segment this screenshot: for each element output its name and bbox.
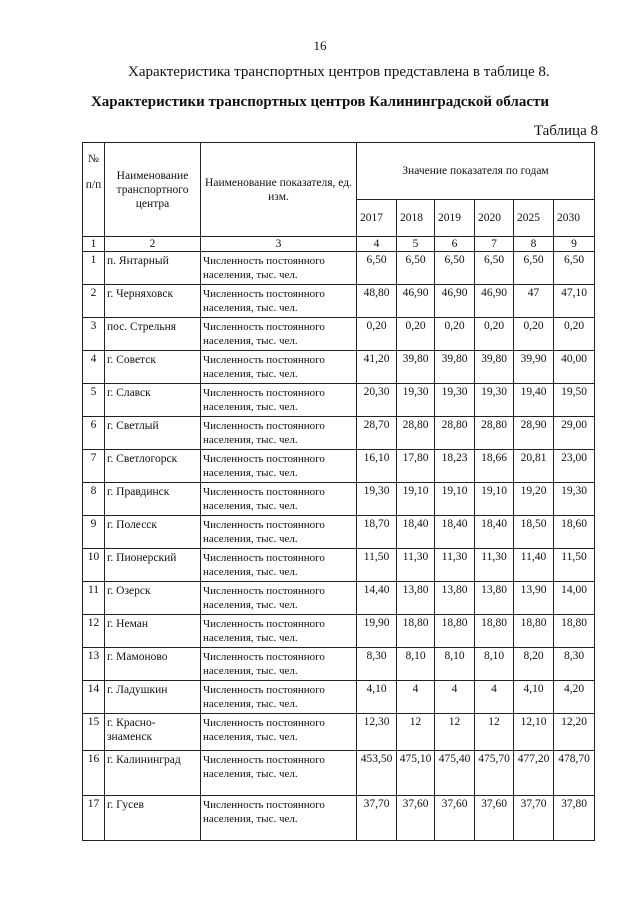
value-cell: 37,70 [357,796,397,841]
indicator-name: Численность постоянного населения, тыс. чел. [201,483,357,516]
center-name: г. Калининград [105,751,201,796]
table-row [83,483,595,516]
center-name: г. Советск [105,351,201,384]
header-year: 2018 [397,200,435,237]
value-cell: 4 [475,681,514,714]
table-row [83,648,595,681]
value-cell: 20,81 [514,450,554,483]
value-cell: 0,20 [435,318,475,351]
value-cell: 18,50 [514,516,554,549]
indicator-name: Численность постоянного населения, тыс. чел. [201,615,357,648]
value-cell: 39,80 [475,351,514,384]
value-cell: 4 [397,681,435,714]
value-cell: 6,50 [514,252,554,285]
value-cell: 4,10 [514,681,554,714]
value-cell: 47 [514,285,554,318]
table-row [83,351,595,384]
value-cell: 8,30 [554,648,595,681]
row-number: 12 [83,615,105,648]
value-cell: 4,20 [554,681,595,714]
value-cell: 39,90 [514,351,554,384]
value-cell: 0,20 [514,318,554,351]
value-cell: 29,00 [554,417,595,450]
table-row [83,318,595,351]
value-cell: 17,80 [397,450,435,483]
value-cell: 12,20 [554,714,595,751]
value-cell: 18,40 [435,516,475,549]
value-cell: 18,80 [435,615,475,648]
value-cell: 6,50 [475,252,514,285]
center-name: г. Пионерский [105,549,201,582]
indicator-name: Численность постоянного населения, тыс. чел. [201,318,357,351]
value-cell: 18,80 [554,615,595,648]
row-number: 1 [83,252,105,285]
value-cell: 12,30 [357,714,397,751]
center-name: г. Светлый [105,417,201,450]
value-cell: 11,30 [435,549,475,582]
table-row [83,751,595,796]
value-cell: 6,50 [397,252,435,285]
value-cell: 18,80 [397,615,435,648]
value-cell: 0,20 [357,318,397,351]
header-year: 2020 [475,200,514,237]
value-cell: 13,80 [397,582,435,615]
value-cell: 13,80 [435,582,475,615]
value-cell: 19,10 [435,483,475,516]
value-cell: 475,70 [475,751,514,796]
column-index: 4 [357,237,397,252]
value-cell: 12 [475,714,514,751]
value-cell: 19,30 [435,384,475,417]
value-cell: 18,60 [554,516,595,549]
value-cell: 18,23 [435,450,475,483]
header-values-group: Значение показателя по годам [357,143,595,200]
value-cell: 6,50 [435,252,475,285]
value-cell: 28,90 [514,417,554,450]
page-number: 16 [313,38,327,53]
value-cell: 46,90 [475,285,514,318]
table-row [83,384,595,417]
value-cell: 23,00 [554,450,595,483]
table-row [83,714,595,751]
value-cell: 28,80 [475,417,514,450]
value-cell: 4,10 [357,681,397,714]
header-year: 2025 [514,200,554,237]
value-cell: 37,60 [435,796,475,841]
center-name: г. Озерск [105,582,201,615]
center-name: г. Черняховск [105,285,201,318]
indicator-name: Численность постоянного населения, тыс. чел. [201,549,357,582]
table-row [83,285,595,318]
indicator-name: Численность постоянного населения, тыс. чел. [201,714,357,751]
value-cell: 19,50 [554,384,595,417]
indicator-name: Численность постоянного населения, тыс. чел. [201,681,357,714]
value-cell: 11,50 [357,549,397,582]
value-cell: 12 [435,714,475,751]
row-number: 13 [83,648,105,681]
center-name: г. Полесск [105,516,201,549]
header-center-name: Наименование транспортного центра [105,143,201,237]
value-cell: 477,20 [514,751,554,796]
row-number: 17 [83,796,105,841]
indicator-name: Численность постоянного населения, тыс. чел. [201,252,357,285]
table-row [83,450,595,483]
value-cell: 28,80 [397,417,435,450]
row-number: 16 [83,751,105,796]
value-cell: 19,40 [514,384,554,417]
row-number: 8 [83,483,105,516]
value-cell: 0,20 [554,318,595,351]
center-name: п. Янтарный [105,252,201,285]
column-index: 6 [435,237,475,252]
value-cell: 37,60 [397,796,435,841]
table-row [83,252,595,285]
indicator-name: Численность постоянного населения, тыс. чел. [201,351,357,384]
value-cell: 19,30 [554,483,595,516]
center-name: г. Мамоново [105,648,201,681]
value-cell: 475,10 [397,751,435,796]
value-cell: 39,80 [397,351,435,384]
center-name: пос. Стрельня [105,318,201,351]
value-cell: 19,20 [514,483,554,516]
value-cell: 8,20 [514,648,554,681]
value-cell: 39,80 [435,351,475,384]
center-name: г. Славск [105,384,201,417]
value-cell: 18,40 [397,516,435,549]
center-name: г. Гусев [105,796,201,841]
column-index: 1 [83,237,105,252]
value-cell: 20,30 [357,384,397,417]
value-cell: 18,70 [357,516,397,549]
column-index: 8 [514,237,554,252]
value-cell: 19,30 [475,384,514,417]
value-cell: 28,80 [435,417,475,450]
value-cell: 28,70 [357,417,397,450]
column-index: 7 [475,237,514,252]
table-row [83,516,595,549]
row-number: 9 [83,516,105,549]
value-cell: 13,80 [475,582,514,615]
indicator-name: Численность постоянного населения, тыс. чел. [201,516,357,549]
value-cell: 453,50 [357,751,397,796]
center-name: г. Правдинск [105,483,201,516]
row-number: 4 [83,351,105,384]
row-number: 11 [83,582,105,615]
row-number: 10 [83,549,105,582]
center-name: г. Ладушкин [105,681,201,714]
value-cell: 11,30 [397,549,435,582]
column-index: 5 [397,237,435,252]
value-cell: 41,20 [357,351,397,384]
value-cell: 475,40 [435,751,475,796]
value-cell: 18,80 [514,615,554,648]
value-cell: 11,30 [475,549,514,582]
header-num [83,143,105,237]
indicator-name: Численность постоянного населения, тыс. чел. [201,648,357,681]
value-cell: 478,70 [554,751,595,796]
value-cell: 47,10 [554,285,595,318]
header-num-line2: п/п [85,179,102,191]
value-cell: 11,40 [514,549,554,582]
value-cell: 19,10 [475,483,514,516]
center-name: г. Светлогорск [105,450,201,483]
value-cell: 8,10 [397,648,435,681]
header-year: 2017 [357,200,397,237]
row-number: 5 [83,384,105,417]
table-row [83,681,595,714]
value-cell: 12,10 [514,714,554,751]
center-name: г. Неман [105,615,201,648]
value-cell: 4 [435,681,475,714]
value-cell: 48,80 [357,285,397,318]
table-row [83,796,595,841]
value-cell: 18,66 [475,450,514,483]
row-number: 2 [83,285,105,318]
value-cell: 14,00 [554,582,595,615]
table-row [83,417,595,450]
indicator-name: Численность постоянного населения, тыс. чел. [201,796,357,841]
value-cell: 46,90 [435,285,475,318]
value-cell: 13,90 [514,582,554,615]
value-cell: 19,30 [357,483,397,516]
transport-centers-table [82,142,595,841]
row-number: 14 [83,681,105,714]
header-indicator-name: Наименование показателя, ед. изм. [201,143,357,237]
column-index: 9 [554,237,595,252]
value-cell: 8,30 [357,648,397,681]
row-number: 3 [83,318,105,351]
value-cell: 46,90 [397,285,435,318]
table-row [83,615,595,648]
value-cell: 0,20 [397,318,435,351]
header-num-line1: № [88,153,99,165]
table-row [83,549,595,582]
value-cell: 14,40 [357,582,397,615]
indicator-name: Численность постоянного населения, тыс. чел. [201,384,357,417]
indicator-name: Численность постоянного населения, тыс. чел. [201,582,357,615]
value-cell: 19,10 [397,483,435,516]
value-cell: 37,60 [475,796,514,841]
header-year: 2030 [554,200,595,237]
value-cell: 40,00 [554,351,595,384]
column-index: 2 [105,237,201,252]
row-number: 6 [83,417,105,450]
value-cell: 16,10 [357,450,397,483]
table-heading: Характеристики транспортных центров Калининградской области [90,94,550,110]
value-cell: 19,30 [397,384,435,417]
table-label: Таблица 8 [533,123,598,139]
value-cell: 11,50 [554,549,595,582]
row-number: 7 [83,450,105,483]
value-cell: 37,80 [554,796,595,841]
indicator-name: Численность постоянного населения, тыс. чел. [201,751,357,796]
indicator-name: Численность постоянного населения, тыс. чел. [201,285,357,318]
value-cell: 12 [397,714,435,751]
indicator-name: Численность постоянного населения, тыс. чел. [201,417,357,450]
value-cell: 8,10 [435,648,475,681]
column-index: 3 [201,237,357,252]
table-row [83,582,595,615]
row-number: 15 [83,714,105,751]
header-year: 2019 [435,200,475,237]
value-cell: 18,40 [475,516,514,549]
value-cell: 18,80 [475,615,514,648]
value-cell: 0,20 [475,318,514,351]
value-cell: 8,10 [475,648,514,681]
value-cell: 37,70 [514,796,554,841]
intro-text: Характеристика транспортных центров представлена в таблице 8. [128,64,550,80]
value-cell: 6,50 [554,252,595,285]
center-name: г. Красно-знаменск [105,714,201,751]
indicator-name: Численность постоянного населения, тыс. чел. [201,450,357,483]
value-cell: 19,90 [357,615,397,648]
value-cell: 6,50 [357,252,397,285]
